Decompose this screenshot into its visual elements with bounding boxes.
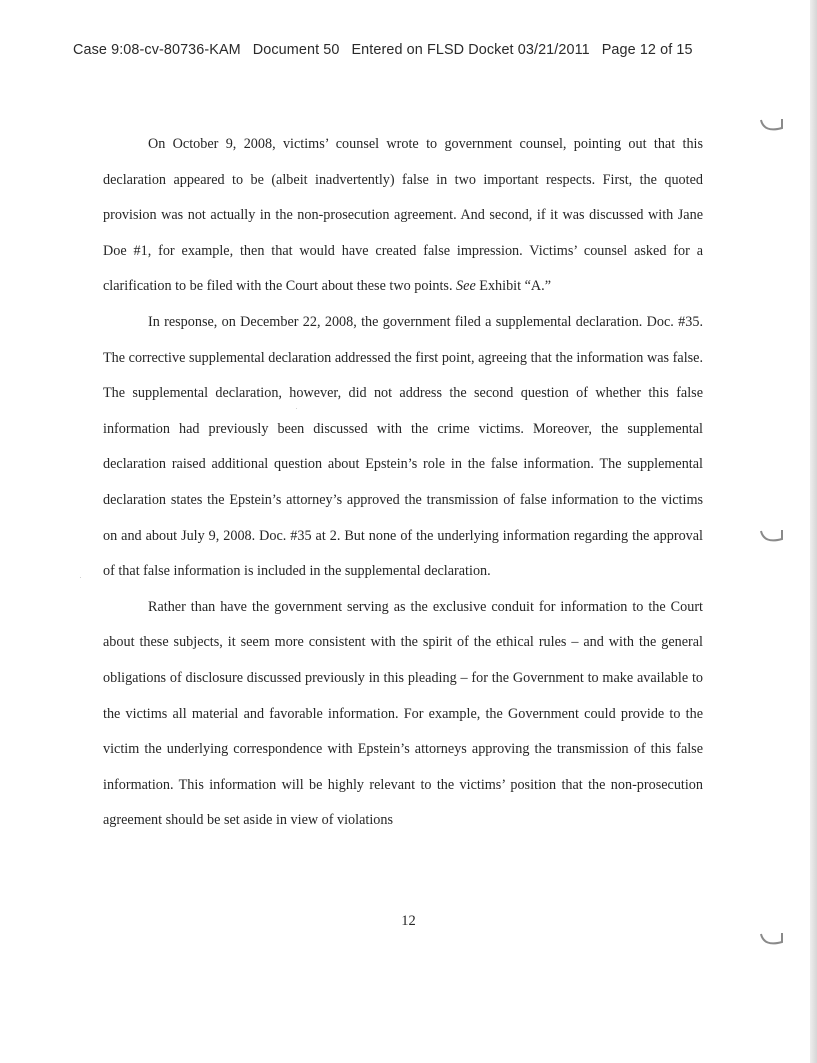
page-edge-shadow (810, 0, 817, 1063)
paragraph-3: Rather than have the government serving as the exclusive conduit for information to the Court about these subjects, it seem more consistent with the spirit of the ethical rules – and with the general obligations of disclosure discussed previously in this pleading – for the Government to make available to the victims all material and favorable information. For example, the Government could provide to the victim the underlying correspondence with Epstein’s attorneys approving the transmission of this false information. This information will be highly relevant to the victims’ position that the non-prosecution agreement should be set aside in view of violations (103, 598, 703, 829)
punch-hole-icon (760, 117, 784, 135)
docket-entry: Entered on FLSD Docket 03/21/2011 (351, 42, 590, 58)
page-count: Page 12 of 15 (601, 42, 693, 58)
case-number: Case 9:08-cv-80736-KAM (73, 42, 241, 58)
paragraph-1: On October 9, 2008, victims’ counsel wrote to government counsel, pointing out that this declaration appeared to be (albeit inadvertently) false in two important respects. First, the quoted provision was not actually in the non-prosecution agreement. And second, if it was discussed with Jane Doe #1, for example, then that would have created false impression. Victims’ counsel asked for a clarification to be filed with the Court about these two points. See Exhibit “A.” (103, 136, 703, 295)
document-number: Document 50 (252, 42, 340, 58)
page-number: 12 (401, 913, 416, 929)
paragraph-2: In response, on December 22, 2008, the government filed a supplemental declaration. Doc. #35. The corrective supplemental declaration addressed the first point, agreeing that the information was false. The supplemental declaration, however, did not address the second question of whether this false information had previously been discussed with the crime victims. Moreover, the supplemental declaration raised additional question about Epstein’s role in the false information. The supplemental declaration states the Epstein’s attorney’s approved the transmission of false information to the victims on and about July 9, 2008. Doc. #35 at 2. But none of the underlying information regarding the approval of that false information is included in the supplemental declaration. (103, 313, 703, 580)
docket-header (73, 42, 773, 58)
citation-signal: See (456, 278, 476, 295)
scan-speck (80, 577, 81, 578)
scan-speck (296, 408, 297, 409)
body-text (103, 127, 703, 839)
punch-hole-icon (760, 931, 784, 949)
punch-hole-icon (760, 528, 784, 546)
